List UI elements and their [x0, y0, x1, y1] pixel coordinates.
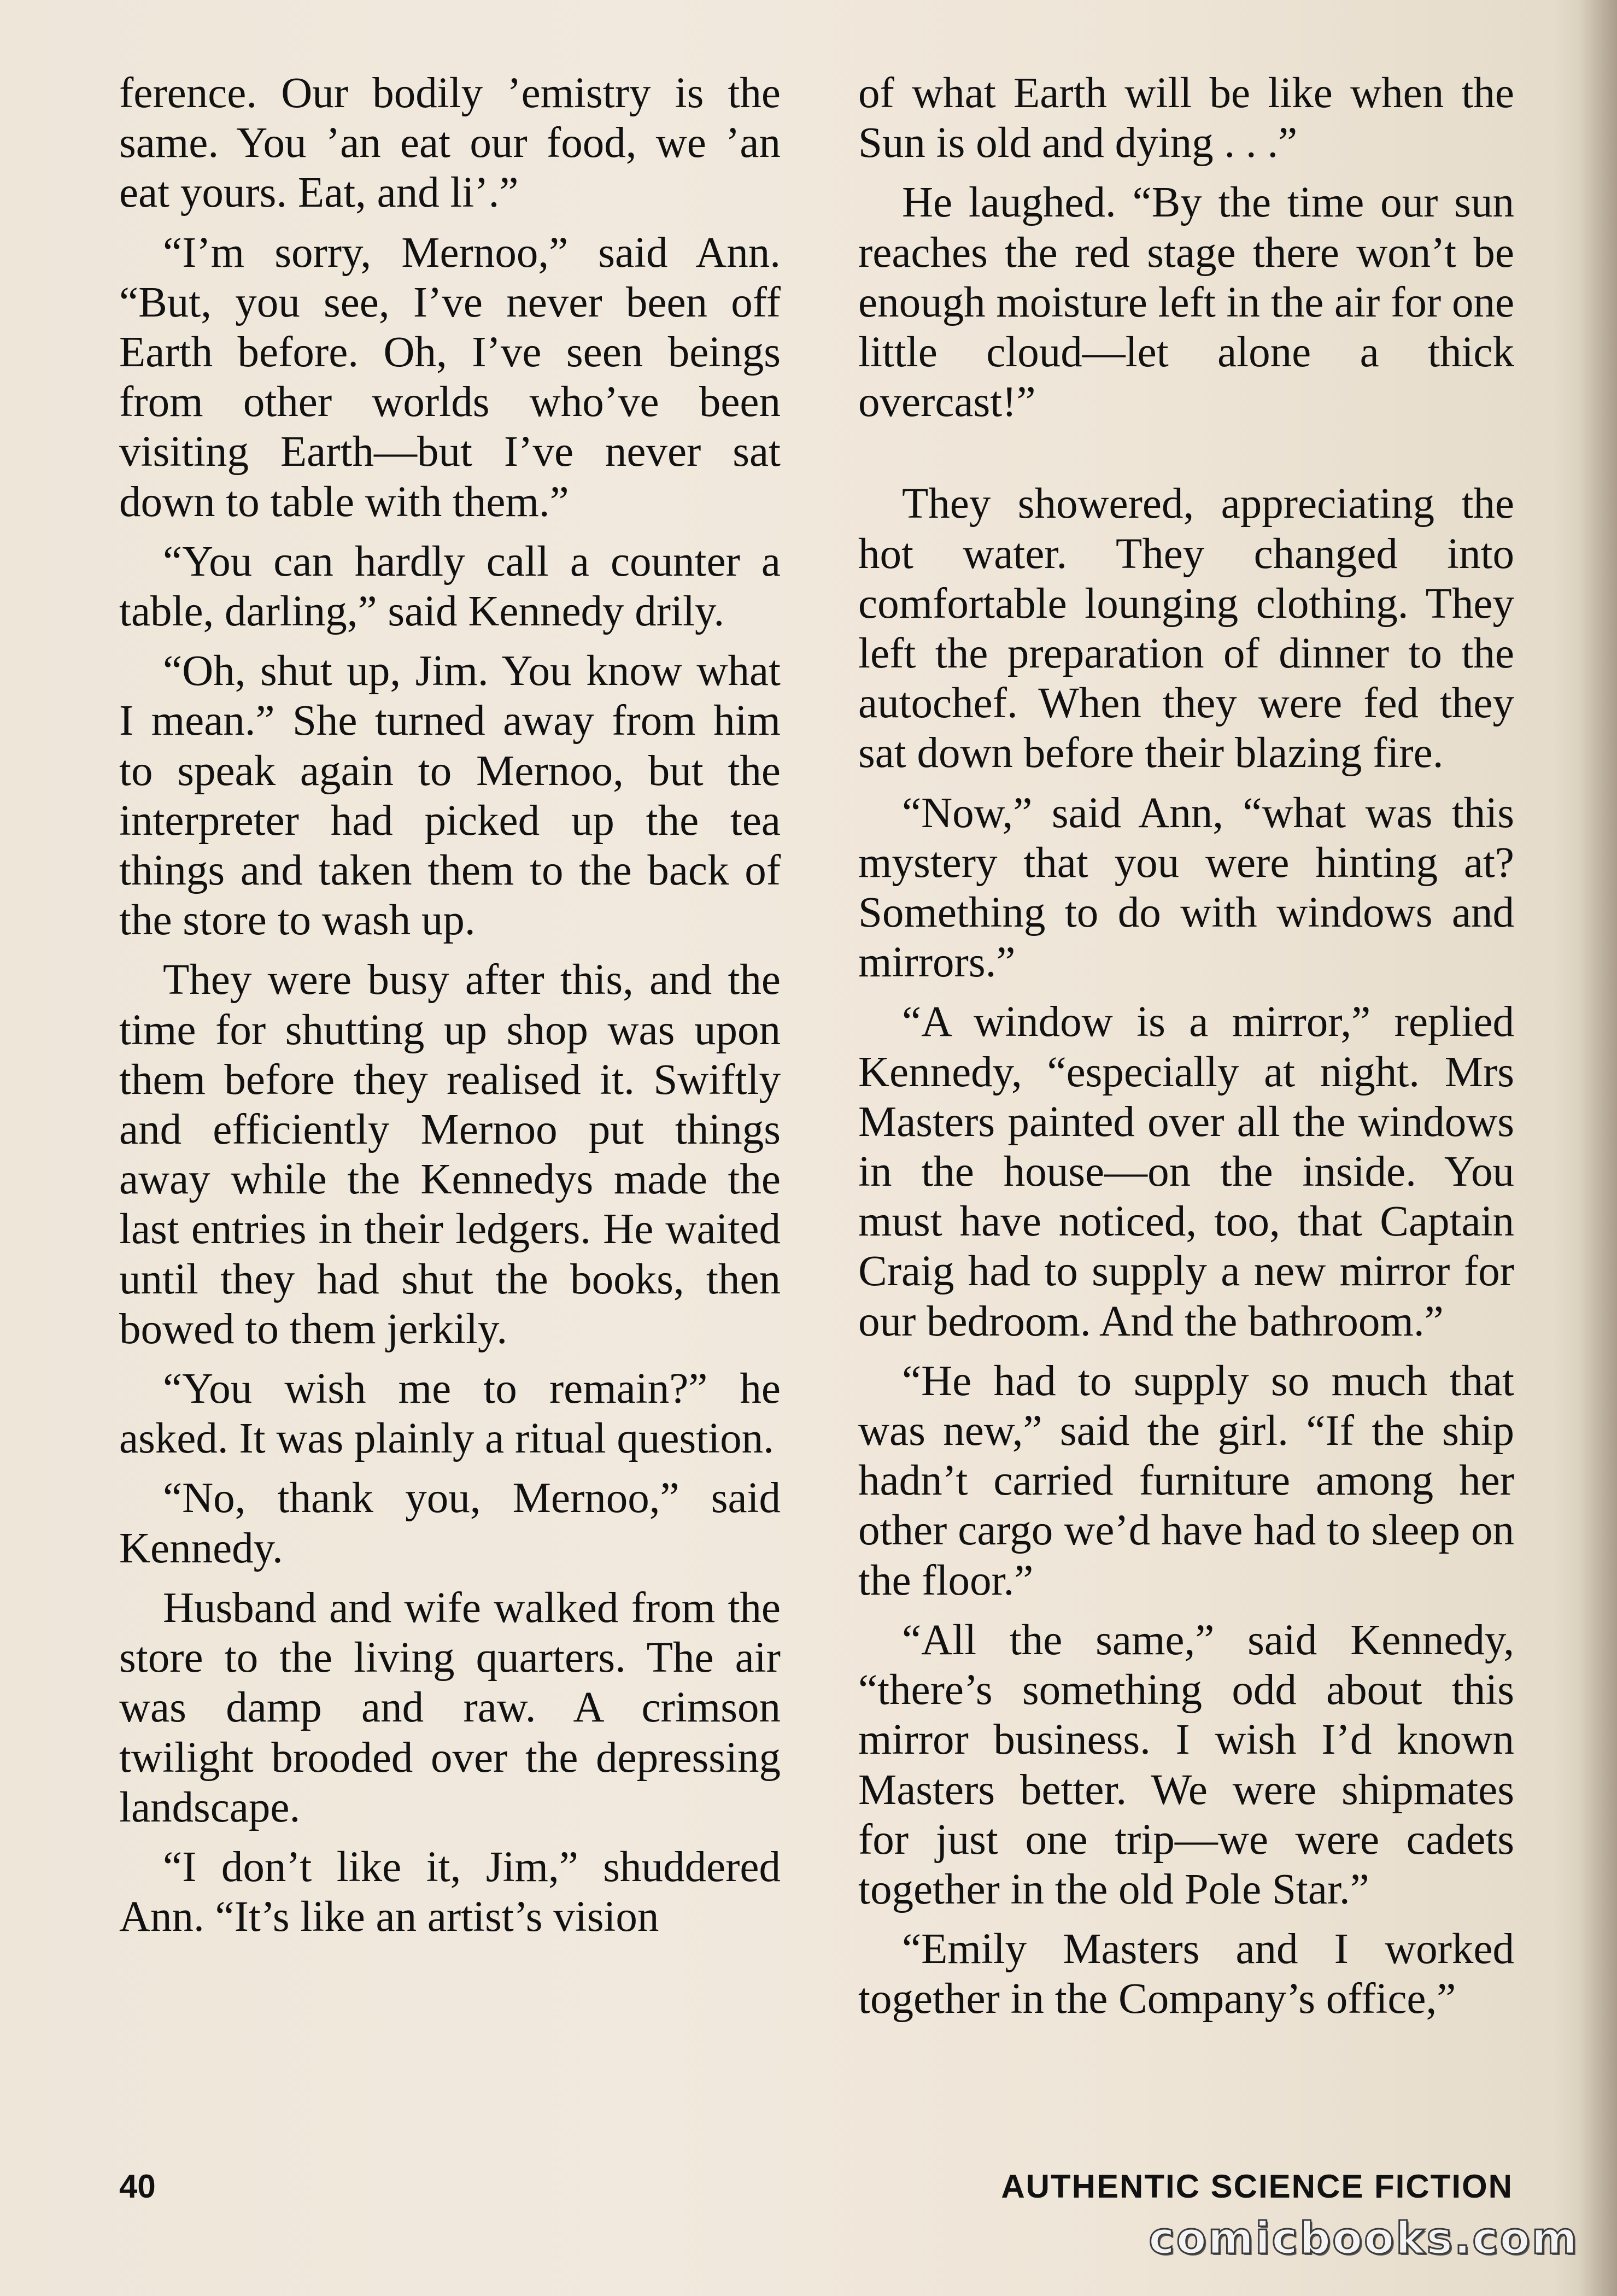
- paragraph: “You wish me to remain?” he asked. It was plainly a ritual question.: [119, 1365, 781, 1463]
- paragraph: Husband and wife walked from the store to the living quarters. The air was damp and raw. A crimson twilight brooded over the depressing landscape.: [119, 1584, 781, 1831]
- paragraph: “Oh, shut up, Jim. You know what I mean.” She turned away from him to speak again to Mernoo, but the interpreter had picked up the tea things and taken them to the back of the store to wash up.: [119, 647, 781, 945]
- page-number: 40: [119, 2168, 156, 2205]
- right-text-column: [858, 68, 1514, 2034]
- paragraph: “A window is a mirror,” replied Kennedy, “especially at night. Mrs Masters painted over all the windows in the house—on the inside. You must have noticed, too, that Captain Craig had to supply a new mirror for our bedroom. And the bathroom.”: [858, 998, 1514, 1345]
- paragraph: “He had to supply so much that was new,” said the girl. “If the ship hadn’t carried furniture among her other cargo we’d have had to sleep on the floor.”: [858, 1357, 1514, 1604]
- paragraph: “I’m sorry, Mernoo,” said Ann. “But, you see, I’ve never been off Earth before. Oh, I’ve seen beings from other worlds who’ve been visiting Earth—but I’ve never sat down to table with them.”: [119, 229, 781, 526]
- paragraph: He laughed. “By the time our sun reaches the red stage there won’t be enough moisture left in the air for one little cloud—let alone a thick overcast!”: [858, 179, 1515, 426]
- paragraph: “Now,” said Ann, “what was this mystery that you were hinting at? Something to do with windows and mirrors.”: [858, 789, 1514, 987]
- watermark: comicbooks.com: [1149, 2213, 1579, 2264]
- paragraph: of what Earth will be like when the Sun is old and dying . . .”: [858, 69, 1514, 167]
- running-title: AUTHENTIC SCIENCE FICTION: [1001, 2168, 1513, 2205]
- paragraph: “No, thank you, Mernoo,” said Kennedy.: [119, 1474, 781, 1572]
- paragraph: ference. Our bodily ’emistry is the same. You ’an eat our food, we ’an eat yours. Eat, and li’.”: [119, 69, 781, 217]
- paragraph: “Emily Masters and I worked together in the Company’s office,”: [858, 1925, 1514, 2023]
- paragraph: “All the same,” said Kennedy, “there’s something odd about this mirror business. I wish I’d known Masters better. We were shipmates for just one trip—we were cadets together in the old Pole Star.”: [858, 1616, 1514, 1913]
- paragraph: They were busy after this, and the time for shutting up shop was upon them before they realised it. Swiftly and efficiently Mernoo put things away while the Kennedys made the last entries in their ledgers. He waited until they had shut the books, then bowed to them jerkily.: [119, 956, 781, 1353]
- paragraph: “You can hardly call a counter a table, darling,” said Kennedy drily.: [119, 537, 781, 636]
- page-edge-shadow: [1579, 0, 1617, 2296]
- paragraph: “I don’t like it, Jim,” shuddered Ann. “It’s like an artist’s vision: [119, 1843, 781, 1941]
- section-break-paragraph: They showered, appreciating the hot water. They changed into comfortable lounging clothing. They left the preparation of dinner to the autochef. When they were fed they sat down before their blazing fire.: [858, 480, 1514, 777]
- left-text-column: [119, 68, 781, 1952]
